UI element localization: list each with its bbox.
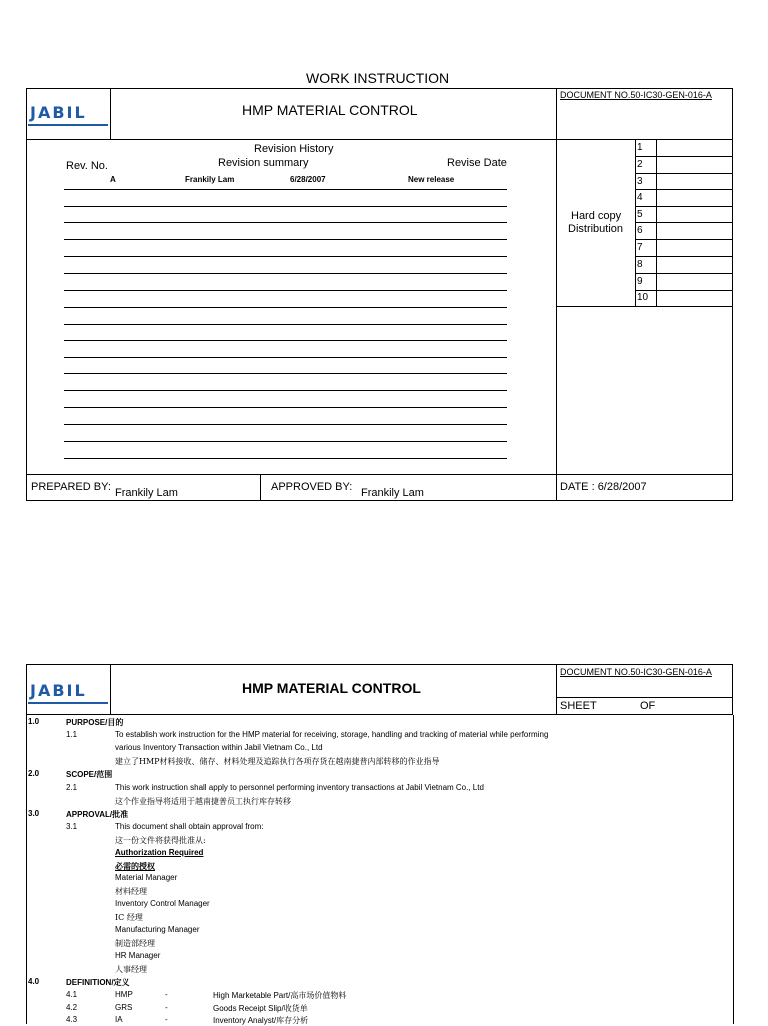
definition-dash: -: [165, 1015, 168, 1024]
body-text: To establish work instruction for the HMP material for receiving, storage, handling and tracking of material while performing: [115, 730, 549, 739]
body-text-cn: 建立了HMP材料接收、储存、材料处理及追踪执行各项存货在越南捷普内部转移的作业指导: [115, 757, 440, 766]
definition-abbr: GRS: [115, 1003, 133, 1012]
role-cn: IC 经理: [115, 913, 143, 922]
role: Manufacturing Manager: [115, 925, 200, 934]
jabil-logo: JABIL: [30, 681, 87, 700]
definition-dash: -: [165, 990, 168, 999]
document-title: HMP MATERIAL CONTROL: [242, 680, 421, 696]
role: Material Manager: [115, 873, 178, 882]
document-number: DOCUMENT NO.50-IC30-GEN-016-A: [560, 667, 712, 677]
dist-num: 6: [637, 225, 643, 236]
definition-abbr: IA: [115, 1015, 123, 1024]
body-text: various Inventory Transaction within Jabil Vietnam Co., Ltd: [115, 743, 323, 752]
date-label: DATE : 6/28/2007: [560, 481, 647, 493]
rev-date: 6/28/2007: [290, 175, 326, 184]
rev-summary: New release: [408, 175, 455, 184]
section-number: 4.0: [28, 977, 40, 986]
definition-number: 4.1: [66, 990, 78, 999]
jabil-logo: JABIL: [30, 103, 87, 122]
dist-num: 2: [637, 159, 643, 170]
dist-num: 5: [637, 209, 643, 220]
revision-summary-label: Revision summary: [218, 157, 309, 169]
page-title: WORK INSTRUCTION: [306, 70, 450, 86]
section-number: 3.0: [28, 809, 40, 818]
subsection-number: 3.1: [66, 822, 78, 831]
dist-num: 1: [637, 142, 643, 153]
definition-text: Inventory Analyst/库存分析: [213, 1016, 309, 1025]
rev-no-label: Rev. No.: [66, 160, 108, 172]
body-text: This document shall obtain approval from:: [115, 822, 264, 831]
section-title: APPROVAL/批准: [66, 810, 129, 819]
dist-num: 8: [637, 259, 643, 270]
revise-date-label: Revise Date: [447, 157, 507, 169]
dist-num: 3: [637, 176, 643, 187]
subsection-number: 2.1: [66, 783, 78, 792]
role-cn: 材料经理: [115, 887, 147, 896]
sheet-label: SHEET: [560, 700, 597, 712]
document-title: HMP MATERIAL CONTROL: [242, 102, 418, 118]
section-title: DEFINITION/定义: [66, 978, 130, 987]
section-title: PURPOSE/目的: [66, 718, 124, 727]
body-text-cn: 这个作业指导将适用于越南捷普员工执行库存转移: [115, 797, 291, 806]
revision-history-label: Revision History: [254, 143, 334, 155]
role-cn: 制造部经理: [115, 939, 155, 948]
approved-by-name: Frankily Lam: [361, 487, 424, 499]
definition-dash: -: [165, 1003, 168, 1012]
dist-num: 4: [637, 192, 643, 203]
prepared-by-label: PREPARED BY:: [31, 481, 111, 493]
approved-by-label: APPROVED BY:: [271, 481, 353, 493]
dist-num: 10: [637, 292, 649, 303]
role: Inventory Control Manager: [115, 899, 210, 908]
prepared-by-name: Frankily Lam: [115, 487, 178, 499]
dist-num: 9: [637, 276, 643, 287]
definition-abbr: HMP: [115, 990, 133, 999]
role-cn: 人事经理: [115, 965, 147, 974]
rev-author: Frankily Lam: [185, 175, 235, 184]
section-title: SCOPE/范围: [66, 770, 113, 779]
distribution-label: Distribution: [568, 223, 624, 235]
dist-num: 7: [637, 242, 643, 253]
role: HR Manager: [115, 951, 161, 960]
definition-text: High Marketable Part/高市场价值物料: [213, 991, 347, 1000]
document-number: DOCUMENT NO.50-IC30-GEN-016-A: [560, 90, 712, 100]
subsection-number: 1.1: [66, 730, 78, 739]
body-text-cn: 这一份文件将获得批准从:: [115, 836, 206, 845]
definition-text: Goods Receipt Slip/收货单: [213, 1004, 308, 1013]
definition-number: 4.2: [66, 1003, 78, 1012]
definition-number: 4.3: [66, 1015, 78, 1024]
section-number: 2.0: [28, 769, 40, 778]
of-label: OF: [640, 700, 656, 712]
authorization-heading-cn: 必需的授权: [115, 861, 155, 871]
hard-copy-label: Hard copy: [571, 210, 622, 222]
section-number: 1.0: [28, 717, 40, 726]
authorization-heading: Authorization Required: [115, 848, 204, 857]
rev-value: A: [110, 175, 116, 184]
body-text: This work instruction shall apply to personnel performing inventory transactions at Jabil Vietnam Co., Ltd: [115, 783, 484, 792]
